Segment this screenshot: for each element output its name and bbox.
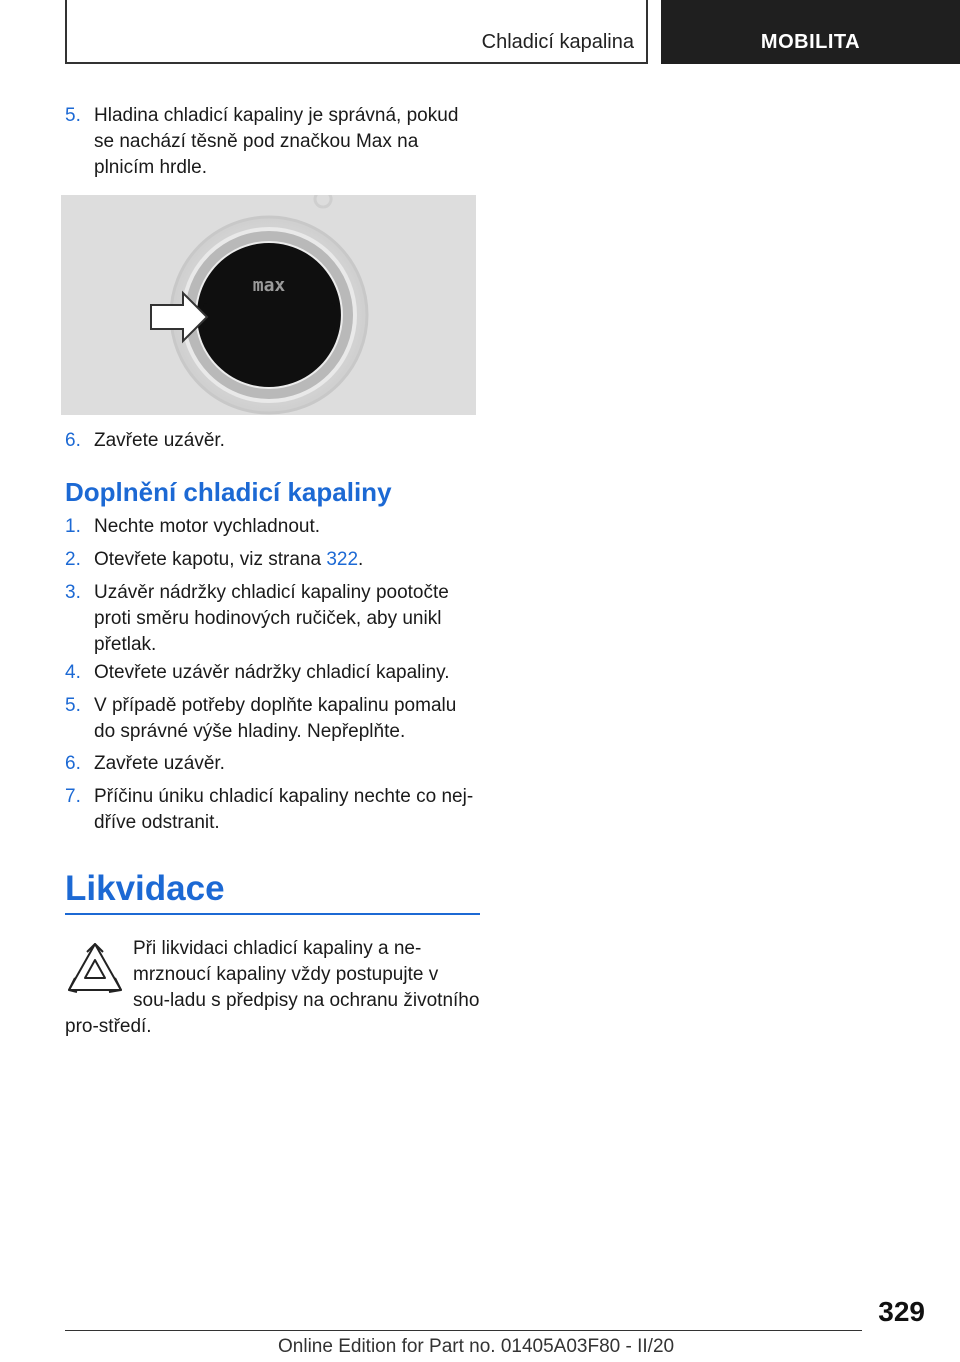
- step-text: Zavřete uzávěr.: [94, 430, 225, 451]
- step-item: [65, 103, 480, 181]
- step-text: Příčinu úniku chladicí kapaliny nechte co nej‐dříve odstranit.: [94, 786, 474, 833]
- step-item: [65, 428, 480, 454]
- step-number: 2.: [65, 549, 81, 570]
- step-text: [94, 547, 480, 573]
- section-heading-refill: Doplnění chladicí kapaliny: [65, 477, 392, 507]
- section-heading-disposal: Likvidace: [65, 869, 225, 908]
- step-item: [65, 547, 480, 573]
- edition-footer: Online Edition for Part no. 01405A03F80 - II/20: [278, 1336, 675, 1357]
- step-text: Hladina chladicí kapaliny je správná, pokud se nachází těsně pod značkou Max na plnicím hrdle.: [94, 105, 459, 178]
- step-item: [65, 514, 480, 540]
- footer-rule: [65, 1330, 862, 1331]
- disposal-note: [65, 936, 480, 1040]
- max-mark: max: [252, 275, 286, 296]
- step-number: 5.: [65, 695, 81, 716]
- coolant-cap-figure: [61, 195, 476, 415]
- step-text: Otevřete uzávěr nádržky chladicí kapaliny.: [94, 662, 450, 683]
- step-number: 6.: [65, 430, 81, 451]
- step-item: [65, 784, 480, 836]
- recycle-icon: [65, 940, 125, 1000]
- step-text-before: Otevřete kapotu, viz strana: [94, 549, 327, 570]
- step-item: [65, 660, 480, 686]
- section-title: Chladicí kapalina: [481, 31, 634, 53]
- step-text: V případě potřeby doplňte kapalinu pomalu do správné výše hladiny. Nepřeplňte.: [94, 695, 457, 742]
- step-text: Zavřete uzávěr.: [94, 753, 225, 774]
- step-item: [65, 751, 480, 777]
- step-number: 5.: [65, 105, 81, 126]
- step-item: [65, 580, 480, 658]
- step-number: 7.: [65, 786, 81, 807]
- step-text: Uzávěr nádržky chladicí kapaliny pootočte proti směru hodinových ručiček, aby unikl přetlak.: [94, 582, 449, 655]
- coolant-cap-illustration: [61, 195, 476, 415]
- step-number: 3.: [65, 582, 81, 603]
- disposal-note-text: Při likvidaci chladicí kapaliny a ne‐mrznoucí kapaliny vždy postupujte v sou‐ladu s předpisy na ochranu životního pro‐středí.: [65, 938, 480, 1037]
- step-number: 1.: [65, 516, 81, 537]
- chapter-tab: MOBILITA: [661, 0, 960, 64]
- step-number: 6.: [65, 753, 81, 774]
- page-number: 329: [878, 1296, 925, 1327]
- heading-rule: [65, 913, 480, 915]
- step-number: 4.: [65, 662, 81, 683]
- step-text: Nechte motor vychladnout.: [94, 516, 321, 537]
- page-link[interactable]: 322: [326, 549, 359, 570]
- step-text-after: .: [358, 549, 364, 570]
- step-item: [65, 693, 480, 745]
